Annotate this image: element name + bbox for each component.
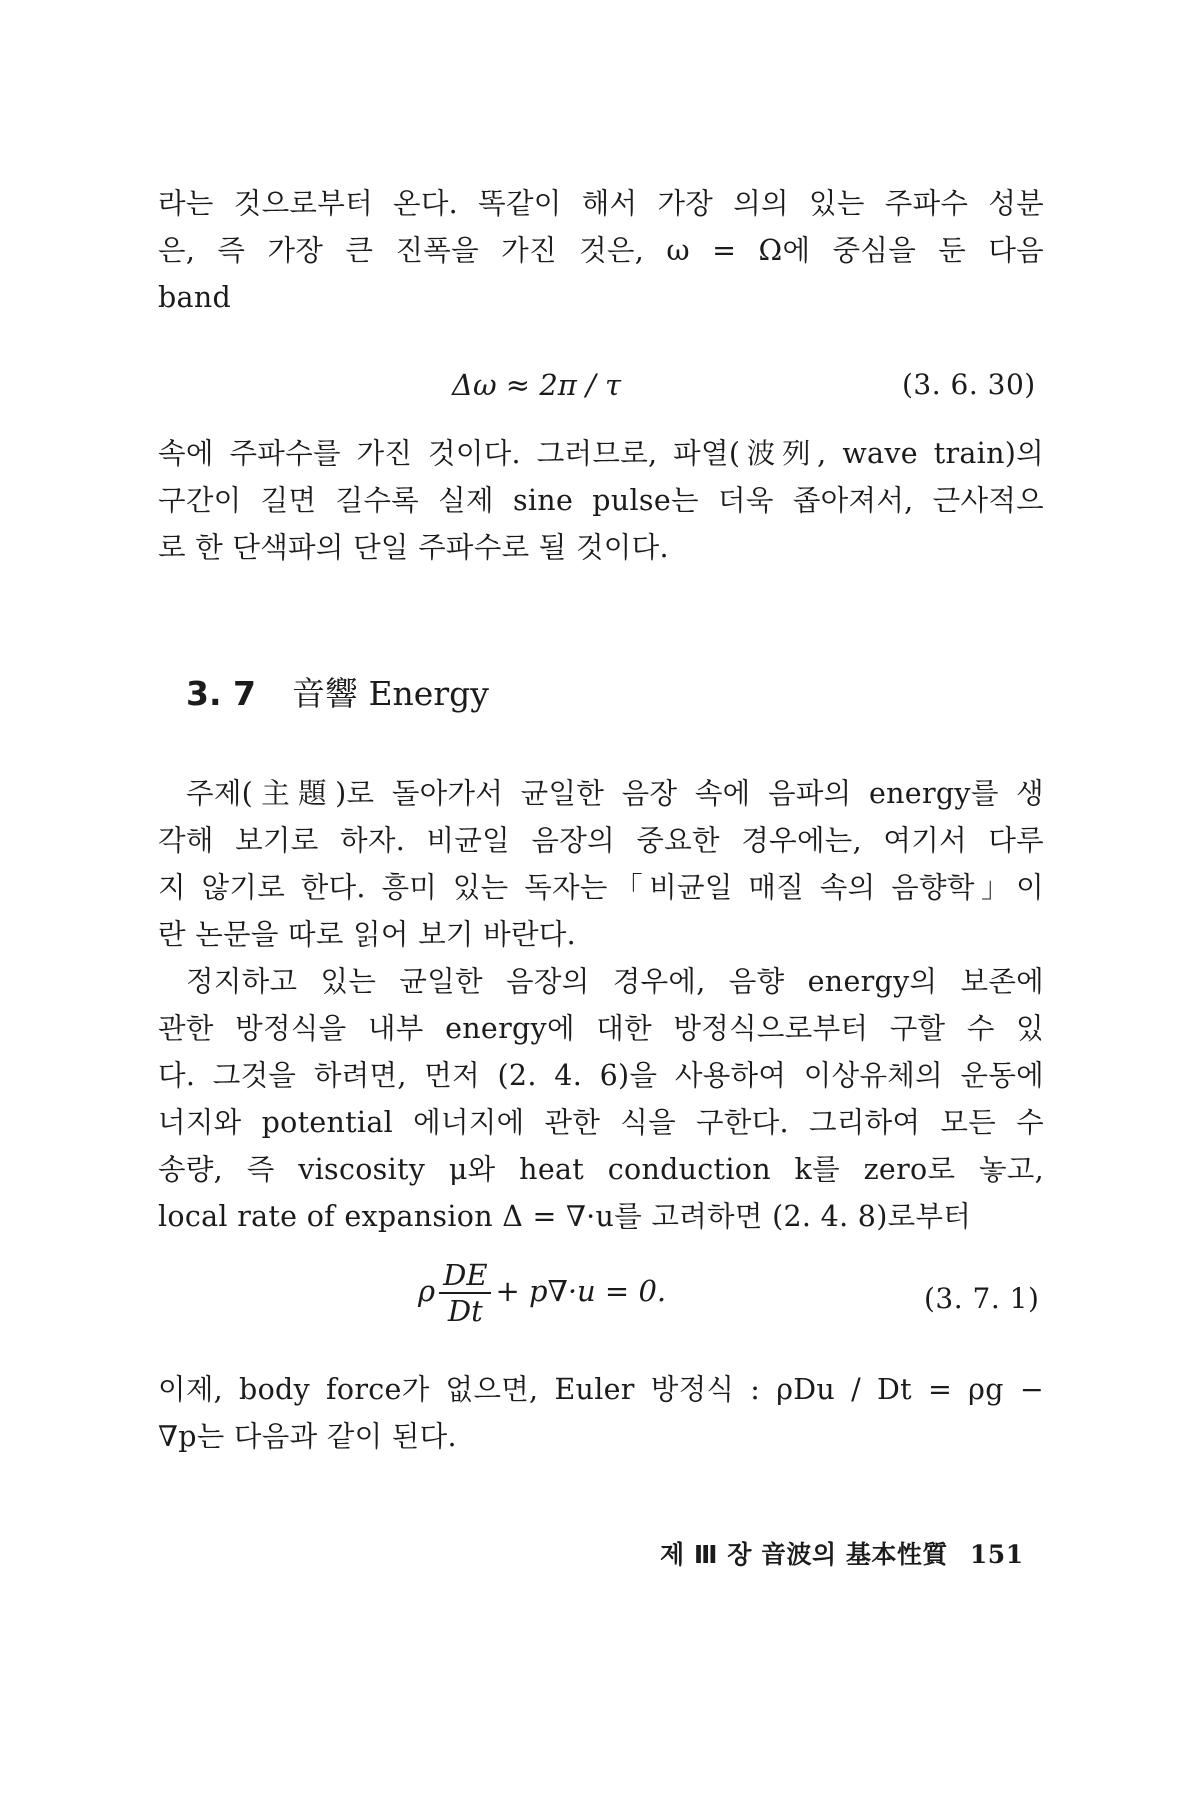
equation-3-7-1 (418, 1258, 666, 1328)
fraction-denominator: Dt (447, 1294, 483, 1328)
page-number: 151 (969, 1540, 1024, 1569)
paragraph-3-line-2: 각해 보기로 하자. 비균일 음장의 중요한 경우에는, 여기서 다루 (158, 824, 1044, 857)
paragraph-1 (158, 180, 1044, 321)
paragraph-3 (158, 770, 1044, 958)
paragraph-1-line-3: band (158, 281, 232, 314)
paragraph-4-line-6: local rate of expansion Δ = ∇·u를 고려하면 (2. 4. 8)로부터 (158, 1200, 972, 1233)
fraction-numerator: DE (439, 1258, 491, 1294)
paragraph-5-line-1: 이제, body force가 없으면, Euler 방정식 : ρDu / Dt = ρg − (158, 1373, 1044, 1406)
page-footer (660, 1535, 1024, 1571)
paragraph-4-line-1: 정지하고 있는 균일한 음장의 경우에, 음향 energy의 보존에 (186, 965, 1044, 998)
paragraph-3-line-1: 주제(主題)로 돌아가서 균일한 음장 속에 음파의 energy를 생 (186, 777, 1044, 810)
paragraph-4-line-3: 다. 그것을 하려면, 먼저 (2. 4. 6)을 사용하여 이상유체의 운동에 (158, 1059, 1044, 1092)
paragraph-1-line-2: 은, 즉 가장 큰 진폭을 가진 것은, ω = Ω에 중심을 둔 다음 (158, 234, 1044, 267)
paragraph-5 (158, 1366, 1044, 1460)
paragraph-2-line-3: 로 한 단색파의 단일 주파수로 될 것이다. (158, 531, 669, 564)
paragraph-2-line-1: 속에 주파수를 가진 것이다. 그러므로, 파열(波列, wave train)의 (158, 437, 1044, 470)
section-number: 3. 7 (186, 674, 256, 713)
paragraph-4-line-4: 너지와 potential 에너지에 관한 식을 구한다. 그리하여 모든 수 (158, 1106, 1044, 1139)
chapter-title: 제 Ⅲ 장 音波의 基本性質 (660, 1540, 948, 1569)
paragraph-5-line-2: ∇p는 다음과 같이 된다. (158, 1420, 457, 1453)
paragraph-2-line-2: 구간이 길면 길수록 실제 sine pulse는 더욱 좁아져서, 근사적으 (158, 484, 1044, 517)
paragraph-4-line-5: 송량, 즉 viscosity μ와 heat conduction k를 zero로 놓고, (158, 1153, 1044, 1186)
equation-rho: ρ (418, 1274, 436, 1308)
equation-number-3-7-1: (3. 7. 1) (924, 1282, 1040, 1315)
paragraph-4-line-2: 관한 방정식을 내부 energy에 대한 방정식으로부터 구할 수 있 (158, 1012, 1044, 1045)
paragraph-2 (158, 430, 1044, 571)
equation-3-6-30: Δω ≈ 2π / τ (452, 368, 622, 402)
paragraph-3-line-3: 지 않기로 한다. 흥미 있는 독자는「비균일 매질 속의 음향학」이 (158, 871, 1044, 904)
paragraph-3-line-4: 란 논문을 따로 읽어 보기 바란다. (158, 918, 576, 951)
equation-rest: + p∇·u = 0. (495, 1274, 667, 1308)
equation-fraction (439, 1258, 491, 1328)
equation-number-3-6-30: (3. 6. 30) (902, 368, 1036, 401)
paragraph-1-line-1: 라는 것으로부터 온다. 똑같이 해서 가장 의의 있는 주파수 성분 (158, 187, 1044, 220)
paragraph-4 (158, 958, 1044, 1240)
section-heading (186, 668, 489, 715)
section-title: 音響 Energy (291, 674, 489, 713)
